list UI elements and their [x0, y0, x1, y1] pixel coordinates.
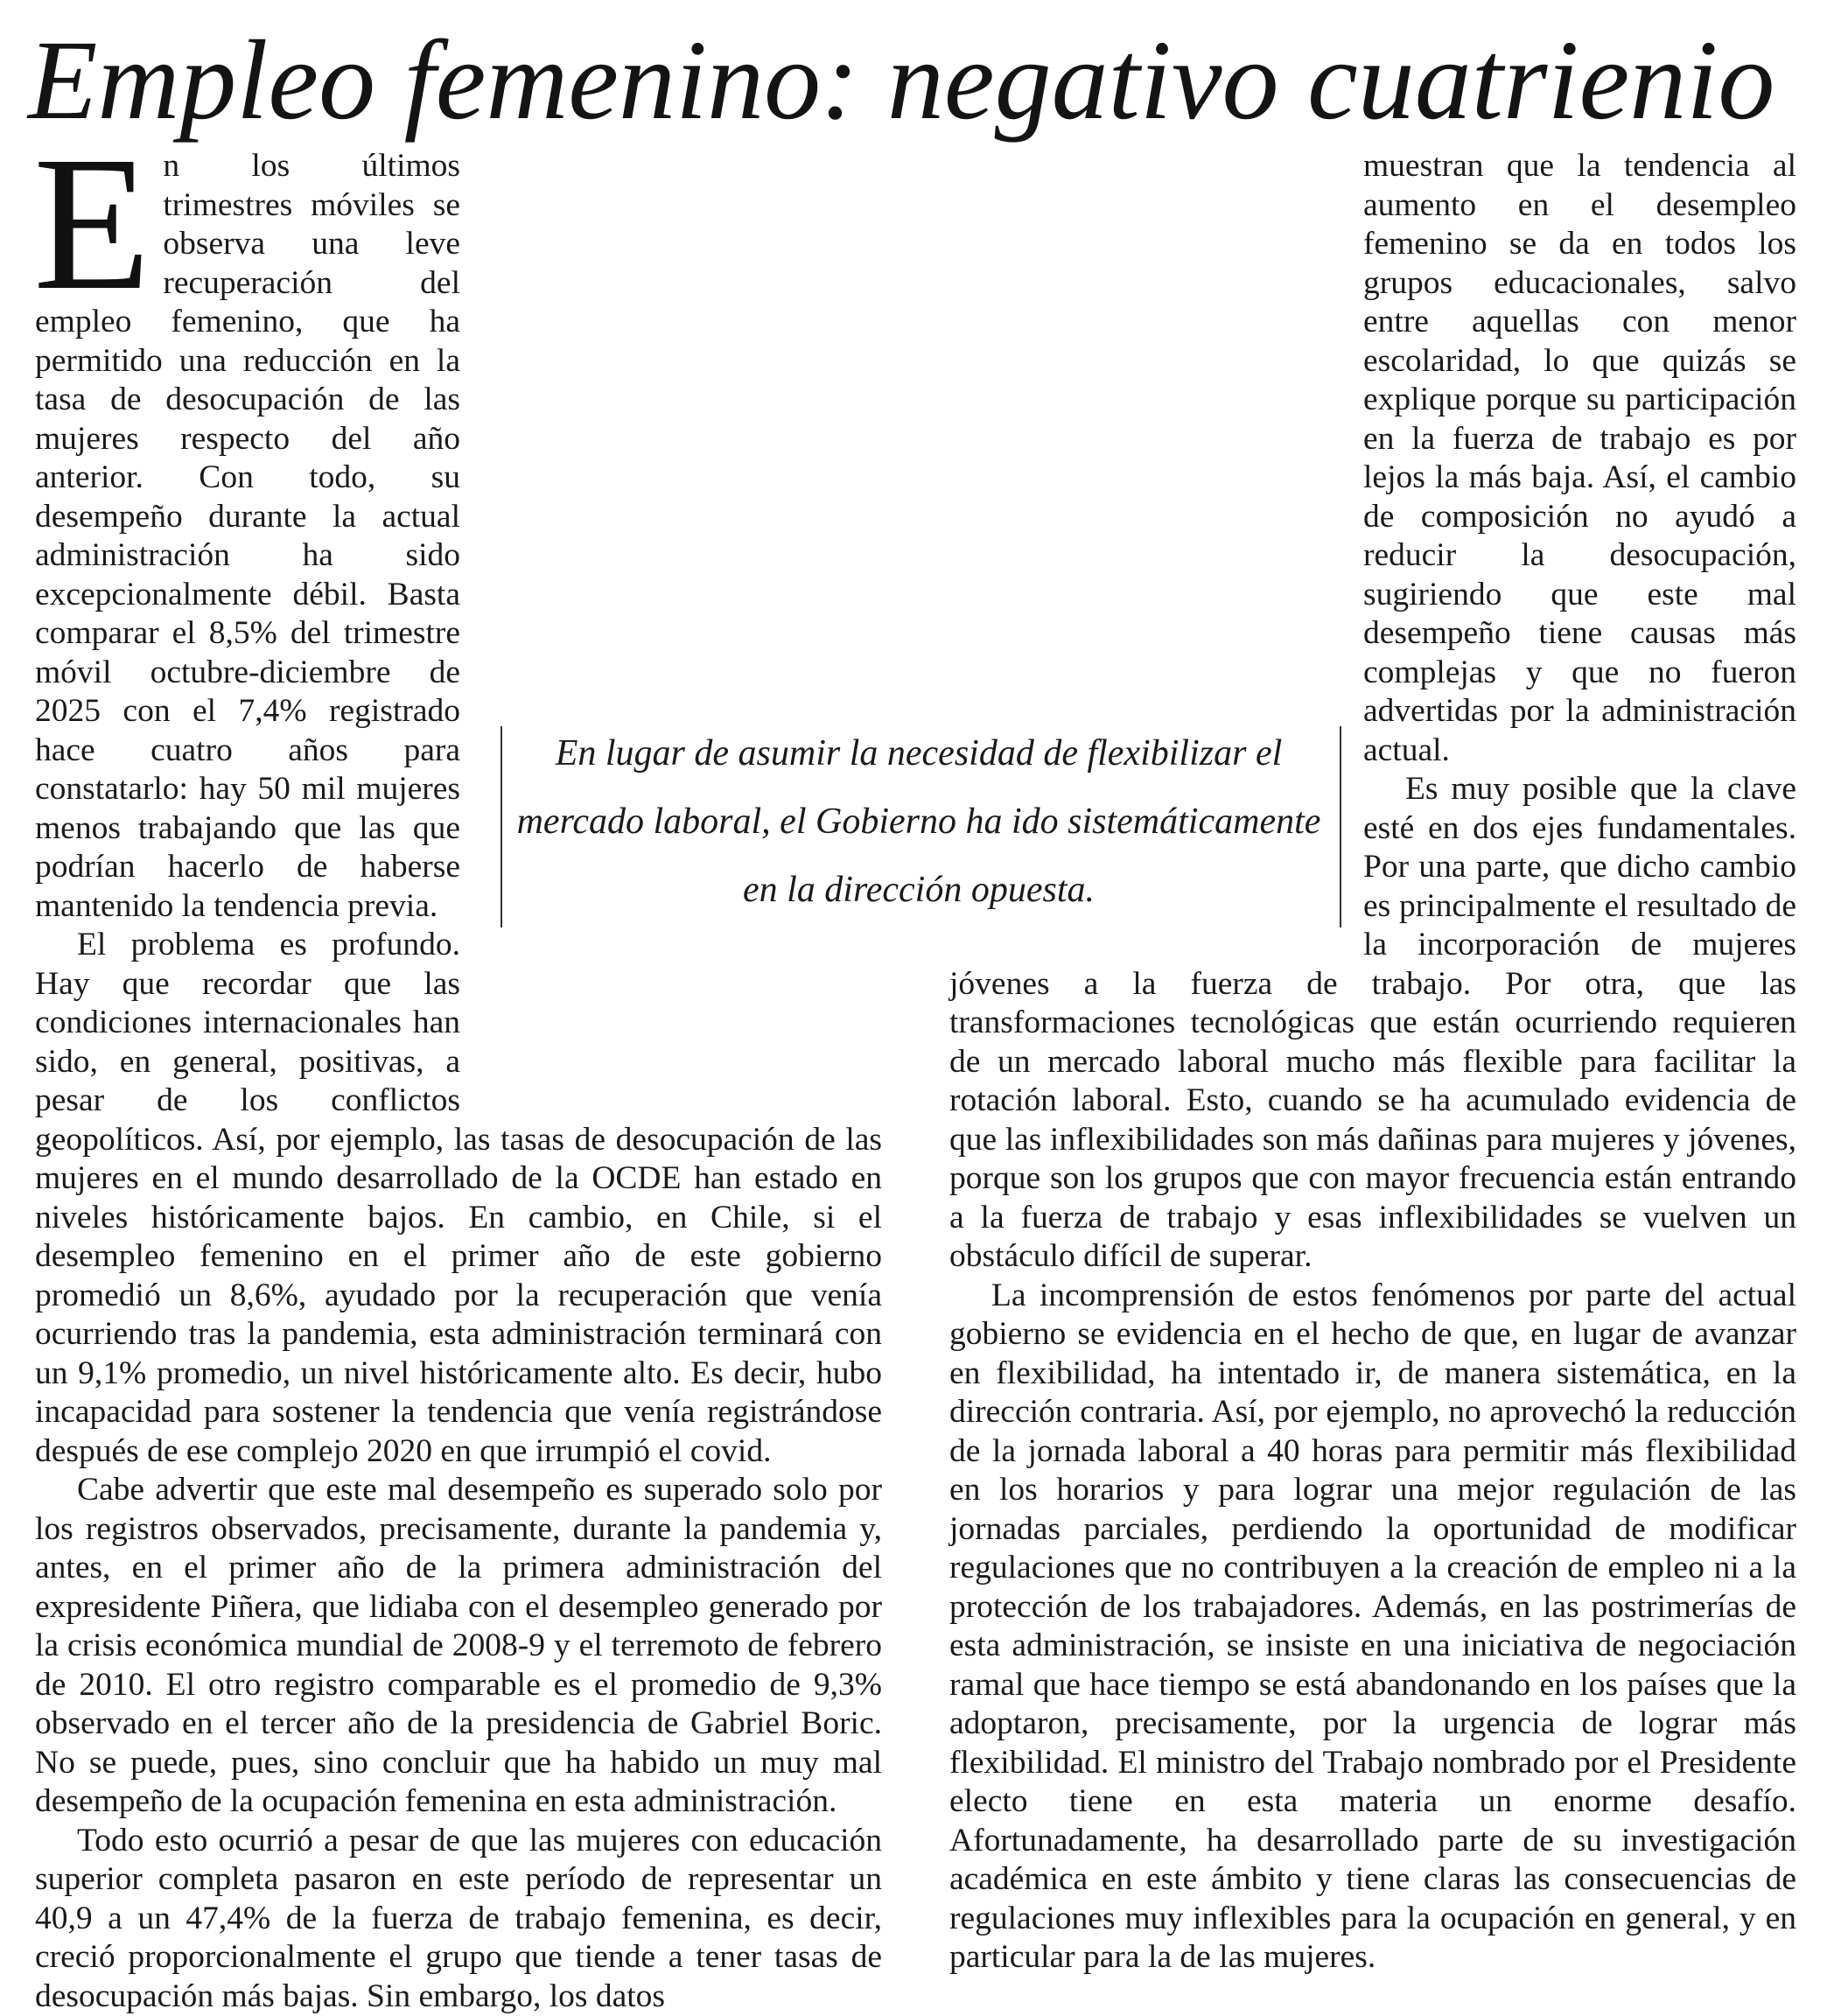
- headline: Empleo femenino: negativo cuatrienio: [28, 19, 1813, 142]
- paragraph: n los últimos trimestres móviles se observa una leve recuperación del empleo femenino, que ha permitido una reducción en la tasa de desocupación de las mujeres respecto del año anterior. Con todo, su desempeño durante la actual administración ha sido excepcionalmente débil. Basta comparar el 8,5% del trimestre móvil octubre-diciembre de 2025 con el 7,4% registrado hace cuatro años para constatarlo: hay 50 mil mujeres menos trabajando que las que podrían hacerlo de haberse mantenido la tendencia previa.: [35, 147, 882, 926]
- paragraph: La incomprensión de estos fenómenos por parte del actual gobierno se evidencia en el hecho de que, en lugar de avanzar en flexibilidad, ha intentado ir, de manera sistemática, en la dirección contraria. Así, por ejemplo, no aprovechó la reducción de la jornada laboral a 40 horas para permitir más flexibilidad en los horarios y para lograr una mejor regulación de las jornadas parciales, perdiendo la oportunidad de modificar regulaciones que no contribuyen a la creación de empleo ni a la protección de los trabajadores. Además, en las postrimerías de esta administración, se insiste en una iniciativa de negociación ramal que hace tiempo se está abandonando en los países que la adoptaron, precisamente, por la urgencia de lograr más flexibilidad. El ministro del Trabajo nombrado por el Presidente electo tiene en esta materia un enorme desafío. Afortunadamente, ha desarrollado parte de su investigación académica en este ámbito y tiene claras las consecuencias de regulaciones muy inflexibles para la ocupación en general, y en particular para la de las mujeres.: [949, 1277, 1796, 1978]
- right-column: [949, 147, 1796, 1704]
- paragraph: Cabe advertir que este mal desempeño es superado solo por los registros observados, precisamente, durante la pandemia y, antes, en el primer año de la primera administración del expresidente Piñera, que lidiaba con el desempleo generado por la crisis económica mundial de 2008-9 y el terremoto de febrero de 2010. El otro registro comparable es el promedio de 9,3% observado en el tercer año de la presidencia de Gabriel Boric. No se puede, pues, sino concluir que ha habido un muy mal desempeño de la ocupación femenina en esta administración.: [35, 1471, 882, 1822]
- paragraph: El problema es profundo. Hay que recordar que las condiciones internacionales han sido, en general, positivas, a pesar de los conflictos geopolíticos. Así, por ejemplo, las tasas de desocupación de las mujeres en el mundo desarrollado de la OCDE han estado en niveles históricamente bajos. En cambio, en Chile, si el desempleo femenino en el primer año de este gobierno promedió un 8,6%, ayudado por la recuperación que venía ocurriendo tras la pandemia, esta administración terminará con un 9,1% promedio, un nivel históricamente alto. Es decir, hubo incapacidad para sostener la tendencia que venía registrándose después de ese complejo 2020 en que irrumpió el covid.: [35, 926, 882, 1471]
- pullquote-rule-right: [1340, 726, 1341, 928]
- paragraph: Es muy posible que la clave esté en dos ejes fundamentales. Por una parte, que dicho cambio es principalmente el resultado de la incorporación de mujeres jóvenes a la fuerza de trabajo. Por otra, que las transformaciones tecnológicas que están ocurriendo requieren de un mercado laboral mucho más flexible para facilitar la rotación laboral. Esto, cuando se ha acumulado evidencia de que las inflexibilidades son más dañinas para mujeres y jóvenes, porque son los grupos que con mayor frecuencia están entrando a la fuerza de trabajo y esas inflexibilidades se vuelven un obstáculo difícil de superar.: [949, 770, 1796, 1277]
- left-column: [35, 147, 882, 1704]
- paragraph: Todo esto ocurrió a pesar de que las mujeres con educación superior completa pasaron en este período de representar un 40,9 a un 47,4% de la fuerza de trabajo femenina, es decir, creció proporcionalmente el grupo que tiende a tener tasas de desocupación más bajas. Sin embargo, los datos: [35, 1822, 882, 2016]
- pull-quote: En lugar de asumir la necesidad de flexibilizar el mercado laboral, el Gobierno ha ido sistemáticamente en la dirección opuesta.: [499, 719, 1339, 922]
- drop-cap: E: [33, 149, 150, 298]
- paragraph: muestran que la tendencia al aumento en el desempleo femenino se da en todos los grupos educacionales, salvo entre aquellas con menor escolaridad, lo que quizás se explique porque su participación en la fuerza de trabajo es por lejos la más baja. Así, el cambio de composición no ayudó a reducir la desocupación, sugiriendo que este mal desempeño tiene causas más complejas y que no fueron advertidas por la administración actual.: [949, 147, 1796, 770]
